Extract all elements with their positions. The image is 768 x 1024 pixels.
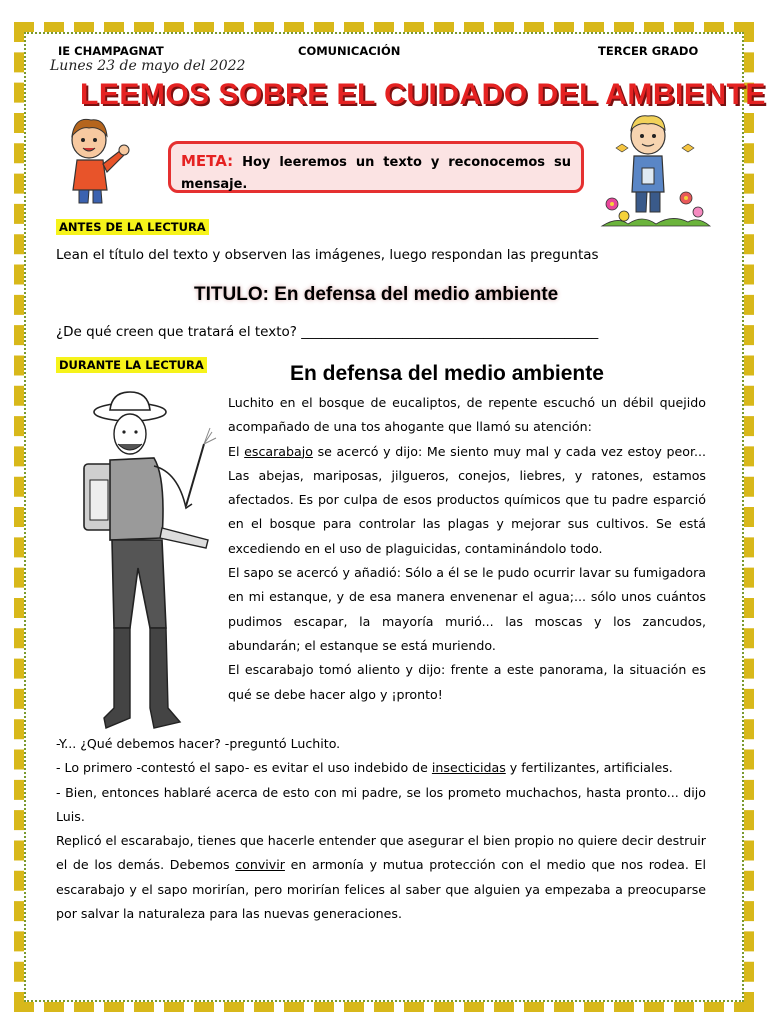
story-paragraph: -Y... ¿Qué debemos hacer? -preguntó Luchito. bbox=[56, 736, 341, 751]
story-paragraph: - Bien, entonces hablaré acerca de esto con mi padre, se los prometo muchachos, hasta pronto... dijo Luis. bbox=[56, 784, 706, 824]
boy-garden-illustration bbox=[598, 108, 713, 228]
vocab-insecticidas: insecticidas bbox=[431, 760, 506, 776]
story-paragraph: Replicó el escarabajo, tienes que hacerle entender que asegurar el bien propio no quiere decir destruir el de los demás. Debemos convivir en armonía y mutua protección con el medio que nos rodea. El escarabajo y el sapo morirían, pero morirían felices al saber que alguien ya empezaba a preocuparse por salvar la naturaleza para las nuevas generaciones. bbox=[56, 833, 706, 922]
boy-waving-illustration bbox=[55, 110, 135, 205]
titulo-heading: TITULO: En defensa del medio ambiente bbox=[194, 284, 559, 305]
story-paragraph: Luchito en el bosque de eucaliptos, de repente escuchó un débil quejido acompañado de una tos ahogante que llamó su atención: bbox=[228, 395, 706, 435]
story-paragraph: - Lo primero -contestó el sapo- es evitar el uso indebido de insecticidas y fertilizantes, artificiales. bbox=[56, 760, 673, 776]
meta-text: Hoy leeremos un texto y reconocemos su mensaje. bbox=[181, 155, 571, 192]
date-line: Lunes 23 de mayo del 2022 bbox=[50, 58, 246, 74]
meta-label: META: bbox=[181, 152, 234, 170]
section-during-reading: DURANTE LA LECTURA bbox=[56, 357, 207, 373]
meta-box bbox=[168, 141, 584, 193]
story-text-lower bbox=[56, 732, 706, 926]
page-title: LEEMOS SOBRE EL CUIDADO DEL AMBIENTE bbox=[80, 78, 766, 111]
subject-name: COMUNICACIÓN bbox=[298, 44, 401, 58]
story-title: En defensa del medio ambiente bbox=[290, 362, 604, 385]
story-text-upper bbox=[228, 391, 706, 707]
vocab-escarabajo: escarabajo bbox=[244, 443, 313, 459]
story-paragraph: El sapo se acercó y añadió: Sólo a él se le pudo ocurrir lavar su fumigadora en mi estanque, y de esa manera envenenar el agua;... sólo unos cuántos pudimos escapar, la mayoría murió... las moscas y los zancudos, abundarán; el estanque se está muriendo. bbox=[228, 565, 706, 653]
school-name: IE CHAMPAGNAT bbox=[58, 44, 164, 58]
farmer-spraying-illustration bbox=[70, 388, 220, 734]
section-before-reading: ANTES DE LA LECTURA bbox=[56, 219, 209, 235]
instruction-text: Lean el título del texto y observen las imágenes, luego respondan las preguntas bbox=[56, 247, 599, 263]
story-paragraph: El escarabajo tomó aliento y dijo: frente a este panorama, la situación es qué se debe hacer algo y ¡pronto! bbox=[228, 662, 706, 702]
story-paragraph: El escarabajo se acercó y dijo: Me siento muy mal y cada vez estoy peor... Las abejas, mariposas, jilgueros, conejos, liebres, y ratones, estamos afectados. Es por culpa de esos productos químicos que tu padre esparció en el bosque para controlar las plagas y mejorar sus cultivos. Se está excediendo en el uso de plaguicidas, contaminándolo todo. bbox=[228, 443, 706, 556]
vocab-convivir: convivir bbox=[235, 857, 285, 873]
grade-name: TERCER GRADO bbox=[598, 44, 699, 58]
prediction-question: ¿De qué creen que tratará el texto? ____________________________________________ bbox=[56, 324, 599, 340]
